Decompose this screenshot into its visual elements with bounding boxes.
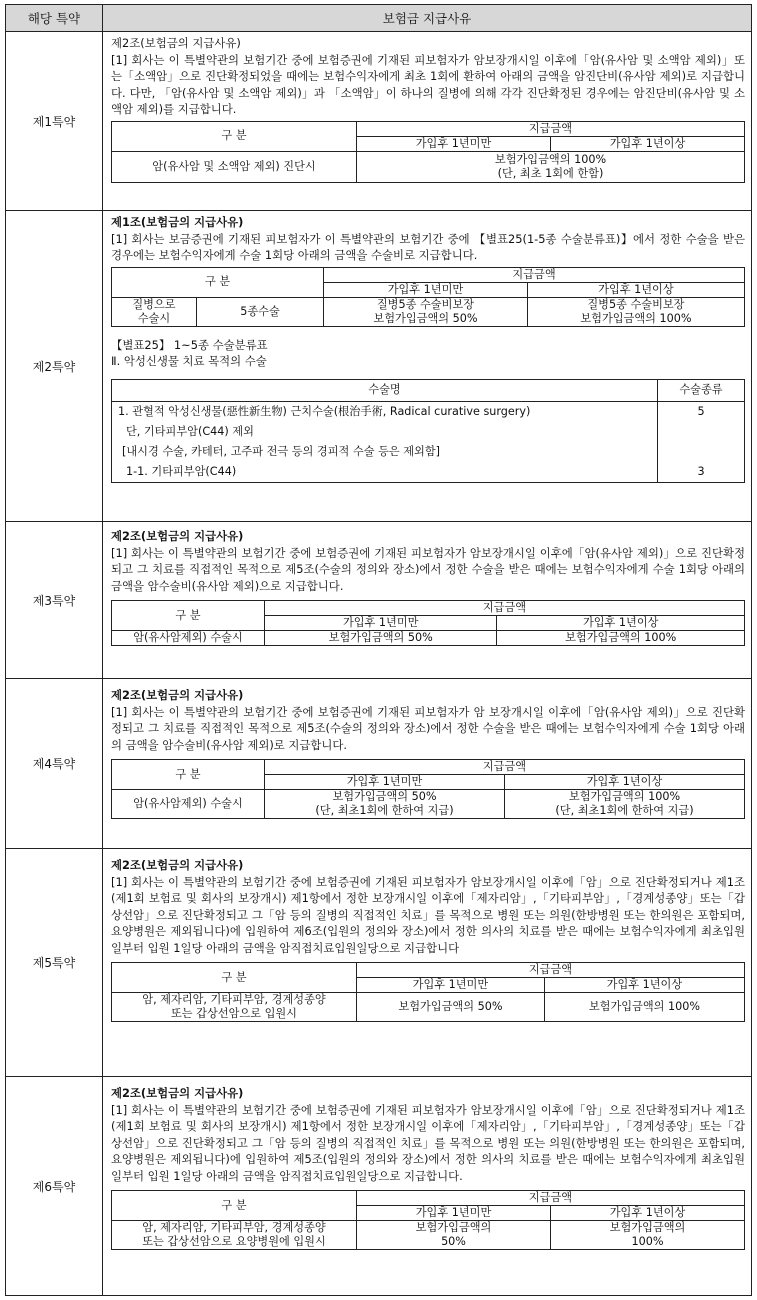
row-label — [112, 297, 197, 326]
benefit-document — [5, 4, 752, 1296]
amount-ge1 — [505, 790, 745, 819]
row-label-line: 또는 갑상선암으로 입원시 — [171, 1007, 297, 1020]
col-surgery-name: 수술명 — [112, 379, 658, 401]
col-amount: 지급금액 — [357, 121, 745, 136]
surgery-item: 1. 관혈적 악성신생물(惡性新生物) 근치수술(根治手術, Radical curative surgery) — [118, 404, 531, 418]
article-text: [1] 회사는 이 특별약관의 보험기간 중에 보험증권에 기재된 피보험자가 암 보장개시일 이후에「암(유사암 제외)」으로 진단확정되고 그 치료를 직접적인 목적으로 제5조(수술의 정의와 장소)에서 정한 수술을 받은 때에는 보험수익자에게 수술 1회당 아래의 금액을 암수술비(유사암 제외)로 지급합니다. — [111, 704, 745, 752]
article-title: 제2조(보험금의 지급사유) — [111, 36, 241, 50]
header-row — [6, 5, 751, 32]
rider-row-6 — [6, 1077, 751, 1295]
amount-line: 보험가입금액의 100% — [580, 311, 692, 325]
article-text: [1] 회사는 이 특별약관의 보험기간 중에 보험증권에 기재된 피보험자가 암보장개시일 이후에「암(유사암 제외)」으로 진단확정되고 그 치료를 직접적인 목적으로 제5조(수술의 정의와 장소)에서 정한 수술을 받은 때에는 보험수익자에게 수술 1회당 아래의 금액을 암수술비(유사암 제외)으로 지급합니다. — [111, 545, 745, 593]
amount-lt1: 보험가입금액의 50% — [265, 631, 497, 646]
payment-table — [111, 1190, 745, 1250]
surgery-item-note: [내시경 수술, 카테터, 고주파 전극 등의 경피적 수술 등은 제외함] — [122, 444, 441, 458]
amount-lt1 — [357, 1221, 551, 1250]
amount-line: 질병5종 수술비보장 — [376, 297, 475, 311]
col-gubun: 구 분 — [112, 267, 324, 297]
row-label: 암(유사암제외) 수술시 — [112, 631, 265, 646]
amount-ge1: 보험가입금액의 100% — [497, 631, 745, 646]
amount-line: 100% — [631, 1235, 664, 1248]
col-amount: 지급금액 — [357, 963, 745, 978]
col-lt1: 가입후 1년미만 — [265, 775, 505, 790]
rider-row-3 — [6, 522, 751, 679]
amount-ge1 — [551, 1221, 745, 1250]
article-title: 제1조(보험금의 지급사유) — [111, 215, 244, 229]
amount-lt1: 보험가입금액의 50% — [357, 993, 545, 1022]
header-reason: 보험금 지급사유 — [382, 11, 472, 26]
col-gubun: 구 분 — [112, 601, 265, 631]
amount-line: 보험가입금액의 — [415, 1221, 492, 1234]
rider-row-1 — [6, 32, 751, 211]
rider-label: 제1특약 — [6, 32, 103, 210]
rider-row-2 — [6, 211, 751, 522]
amount-line: 보험가입금액의 100% — [568, 790, 681, 803]
col-amount: 지급금액 — [324, 267, 745, 282]
article-title: 제2조(보험금의 지급사유) — [111, 688, 244, 702]
amount-line: 50% — [441, 1235, 466, 1248]
surgery-list — [112, 401, 658, 482]
rider-row-4 — [6, 679, 751, 849]
col-gubun: 구 분 — [112, 963, 357, 993]
rider-label: 제4특약 — [6, 679, 103, 848]
amount-line: 질병5종 수술비보장 — [587, 297, 685, 311]
row-label: 암(유사암 및 소액암 제외) 진단시 — [112, 151, 357, 182]
col-surgery-type: 수술종류 — [658, 379, 745, 401]
col-gubun: 구 분 — [112, 121, 357, 151]
row-label-line: 암, 제자리암, 기타피부암, 경계성종양 — [142, 993, 326, 1006]
amount-note: (단, 최초1회에 한하여 지급) — [555, 804, 694, 817]
surgery-item: 1-1. 기타피부암(C44) — [126, 464, 237, 478]
surgery-item-note: 단, 기타피부암(C44) 제외 — [126, 424, 254, 438]
row-label-line: 질병으로 — [132, 297, 176, 311]
surgery-schedule-table — [111, 379, 745, 483]
article-title: 제2조(보험금의 지급사유) — [111, 529, 244, 543]
col-lt1: 가입후 1년미만 — [357, 1206, 551, 1221]
header-rider: 해당 특약 — [6, 5, 103, 31]
payment-table — [111, 121, 745, 183]
col-lt1: 가입후 1년미만 — [357, 136, 551, 151]
col-ge1: 가입후 1년이상 — [505, 775, 745, 790]
amount-note: (단, 최초 1회에 한함) — [497, 166, 604, 180]
amount-line: 보험가입금액의 50% — [332, 790, 437, 803]
article-title: 제2조(보험금의 지급사유) — [111, 858, 244, 872]
col-amount: 지급금액 — [265, 760, 745, 775]
amount-ge1 — [527, 297, 744, 326]
article-title: 제2조(보험금의 지급사유) — [111, 1086, 244, 1100]
col-gubun: 구 분 — [112, 760, 265, 790]
rider-label: 제6특약 — [6, 1077, 103, 1295]
col-gubun: 구 분 — [112, 1191, 357, 1221]
schedule-title: 【별표25】 1~5종 수술분류표 — [111, 337, 268, 352]
col-ge1: 가입후 1년이상 — [551, 136, 745, 151]
article-text: [1] 회사는 이 특별약관의 보험기간 중에 보험증권에 기재된 피보험자가 암보장개시일 이후에「암」으로 진단확정되거나 제1조(제1회 보험료 및 회사의 보장개시) 제1항에서 정한 보장개시일 이후에「제자리암」,「기타피부암」,「경계성종양」또는「갑상선암」으로 진단확정되고 그「암 등의 질병의 직접적인 치료」를 목적으로 병원 또는 의원(한방병원 또는 한의원은 포함되며, 요양병원은 제외됩니다)에 입원하여 제5조(입원의 정의와 장소)에서 정한 의사의 치료를 받은 때에는 보험수익자에게 최초입원일부터 입원 1일당 아래의 금액을 암직접치료입원일당으로 지급합니다. — [111, 1102, 745, 1183]
col-ge1: 가입후 1년이상 — [497, 616, 745, 631]
payment-table — [111, 267, 745, 327]
col-amount: 지급금액 — [357, 1191, 745, 1206]
amount-ge1: 보험가입금액의 100% — [544, 993, 744, 1022]
col-lt1: 가입후 1년미만 — [357, 978, 545, 993]
row-label-line: 암, 제자리암, 기타피부암, 경계성종양 — [142, 1221, 326, 1234]
rider-label: 제5특약 — [6, 849, 103, 1076]
row-label: 암(유사암제외) 수술시 — [112, 790, 265, 819]
row-label-line: 또는 갑상선암으로 요양병원에 입원시 — [142, 1235, 326, 1248]
amount-line: 보험가입금액의 50% — [373, 311, 478, 325]
col-ge1: 가입후 1년이상 — [544, 978, 744, 993]
col-ge1: 가입후 1년이상 — [551, 1206, 745, 1221]
rider-row-5 — [6, 849, 751, 1077]
article-text: [1] 회사는 보금증권에 기재된 피보험자가 이 특별약관의 보험기간 중에 【별표25(1-5종 수술분류표)】에서 정한 수술을 받은 경우에는 보험수익자에게 수술 1회당 아래의 금액을 수술비로 지급합니다. — [111, 231, 745, 262]
row-label — [112, 993, 357, 1022]
schedule-subtitle: Ⅱ. 악성신생물 치료 목적의 수술 — [111, 354, 267, 368]
article-text: [1] 회사는 이 특별약관의 보험기간 중에 보험증권에 기재된 피보험자가 암보장개시일 이후에「암(유사암 및 소액암 제외)」또는「소액암」으로 진단확정되었을 때에는 보험수익자에게 최초 1회에 환하여 아래의 금액을 암진단비(유사암 제외)로 지급합니다. 다만, 「암(유사암 및 소액암 제외)」과 「소액암」이 하나의 질병에 의해 각각 진단확정된 경우에는 암진단비(유사암 및 소액암 제외)를 지급합니다. — [111, 52, 745, 116]
payment-table — [111, 962, 745, 1022]
row-label-line: 수술시 — [137, 311, 171, 325]
amount-cell — [357, 151, 745, 182]
surgery-type-list — [658, 401, 745, 482]
amount-lt1 — [265, 790, 505, 819]
amount-line: 보험가입금액의 — [609, 1221, 686, 1234]
surgery-type-value: 3 — [697, 464, 705, 478]
payment-table — [111, 759, 745, 819]
rider-label: 제3특약 — [6, 522, 103, 678]
col-lt1: 가입후 1년미만 — [324, 282, 528, 297]
col-ge1: 가입후 1년이상 — [527, 282, 744, 297]
amount-lt1 — [324, 297, 528, 326]
surgery-type-value: 5 — [697, 404, 705, 418]
col-lt1: 가입후 1년미만 — [265, 616, 497, 631]
rider-label: 제2특약 — [6, 211, 103, 521]
row-label — [112, 1221, 357, 1250]
surgery-type: 5종수술 — [197, 297, 324, 326]
payment-table — [111, 600, 745, 646]
article-text: [1] 회사는 이 특별약관의 보험기간 중에 보험증권에 기재된 피보험자가 암보장개시일 이후에「암」으로 진단확정되거나 제1조(제1회 보험료 및 회사의 보장개시) 제1항에서 정한 보장개시일 이후에「제자리암」,「기타피부암」,「경계성종양」또는「갑상선암」으로 진단확정되고 그「암 등의 질병의 직접적인 치료」를 목적으로 병원 또는 의원(한방병원 또는 한의원은 포함되며, 요양병원은 제외됩니다)에 입원하여 제6조(입원의 정의와 장소)에서 정한 의사의 치료를 받은 때에는 보험수익자에게 최초입원일부터 입원 1일당 아래의 금액을 암직접치료입원일당으로 지급합니다 — [111, 874, 745, 955]
amount-note: (단, 최초1회에 한하여 지급) — [315, 804, 454, 817]
col-amount: 지급금액 — [265, 601, 745, 616]
amount-line: 보험가입금액의 100% — [494, 152, 607, 166]
